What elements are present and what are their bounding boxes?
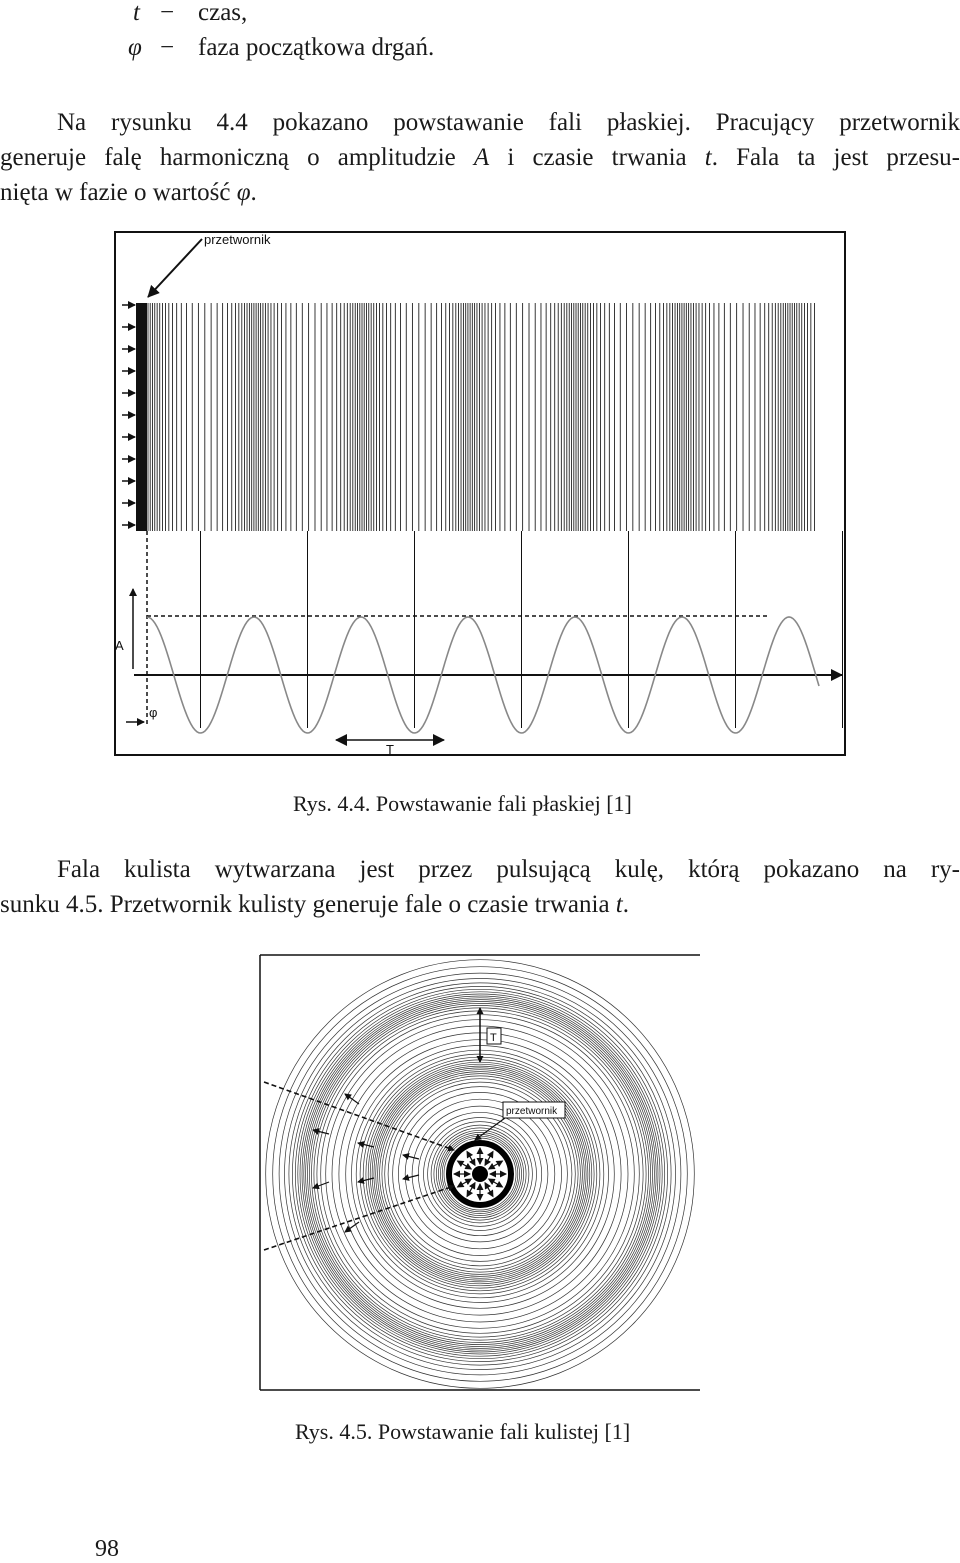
radial-arrow (489, 1179, 503, 1187)
definition-dash: − (160, 34, 175, 61)
paragraph-line: Na rysunku 4.4 pokazano powstawanie fali płaskiej. Pracujący przetwornik (57, 109, 960, 136)
figure-spherical-wave (259, 954, 701, 1391)
radial-arrow (489, 1161, 503, 1169)
plane-wave-diagram (114, 231, 846, 756)
radial-arrow (467, 1183, 475, 1197)
transducer-sphere-core (472, 1166, 488, 1182)
definition-dash: − (160, 0, 175, 26)
definition-t (133, 0, 140, 30)
radial-arrow (458, 1179, 472, 1187)
amplitude-label: A (115, 638, 124, 653)
radial-arrow (458, 1161, 472, 1169)
paragraph-line: nięta w fazie o wartość φ. (0, 179, 257, 206)
figure-caption: Rys. 4.4. Powstawanie fali płaskiej [1] (293, 791, 632, 816)
period-label: T (490, 1032, 497, 1044)
transducer-label: przetwornik (204, 232, 271, 247)
ray-arrow (403, 1155, 419, 1159)
ray-arrow (358, 1143, 374, 1147)
definition-text: faza początkowa drgań. (198, 34, 435, 61)
spherical-wave-diagram (259, 954, 701, 1391)
definition-symbol: t (133, 0, 140, 26)
paragraph-line: generuje falę harmoniczną o amplitudzie A i czasie trwania t. Fala ta jest przesu- (0, 144, 960, 171)
radial-arrow (467, 1152, 475, 1166)
transducer-label: przetwornik (506, 1106, 558, 1117)
period-label: T (386, 742, 394, 756)
definition-text: czas, (198, 0, 248, 26)
definition-symbol: φ (128, 34, 142, 61)
page-number: 98 (95, 1536, 119, 1562)
figure-caption: Rys. 4.5. Powstawanie fali kulistej [1] (295, 1419, 631, 1444)
ray-arrow (345, 1094, 359, 1104)
transducer-plate (136, 303, 147, 531)
radial-arrow (485, 1152, 493, 1166)
paragraph-line: Fala kulista wytwarzana jest przez pulsującą kulę, którą pokazano na ry- (57, 856, 960, 883)
phase-label: φ (149, 705, 158, 720)
paragraph-line: sunku 4.5. Przetwornik kulisty generuje fale o czasie trwania t. (0, 891, 629, 918)
dashed-ray (264, 1186, 454, 1250)
radial-arrow (485, 1183, 493, 1197)
figure-plane-wave (114, 231, 846, 756)
